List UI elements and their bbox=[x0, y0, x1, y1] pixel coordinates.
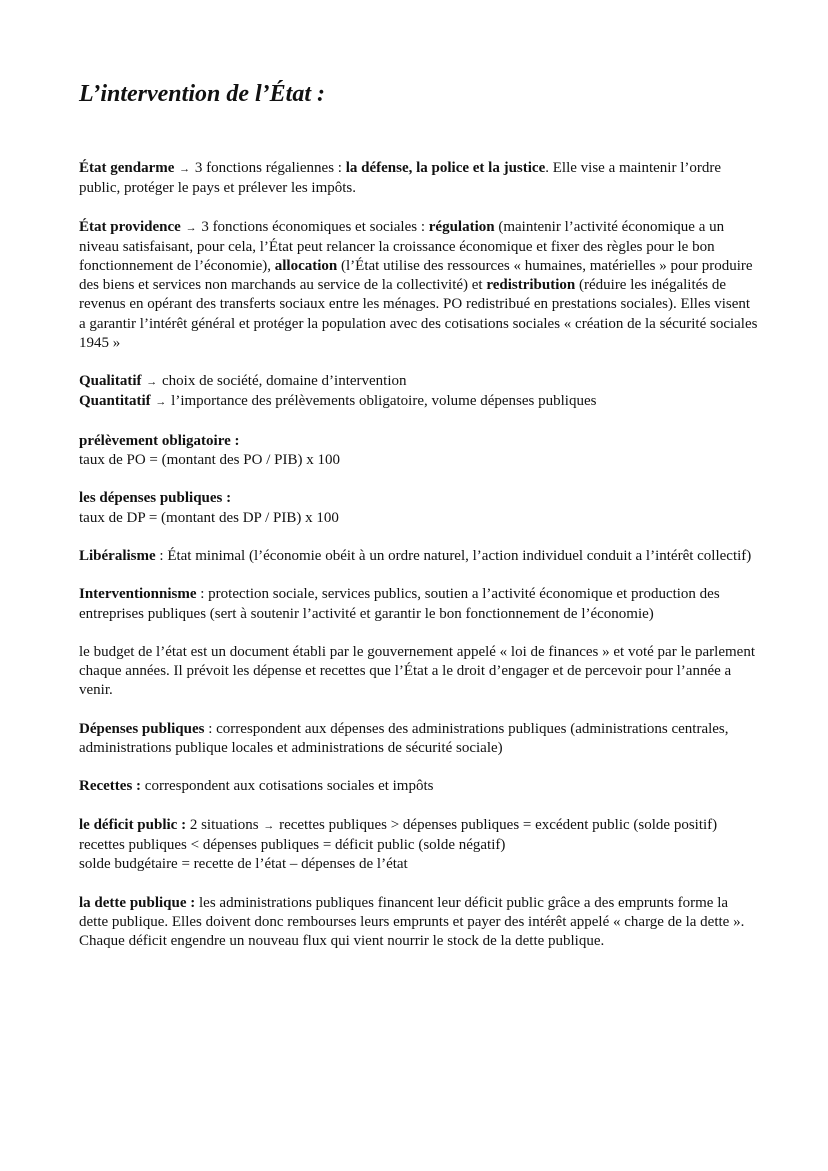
quantitatif-text: l’importance des prélèvements obligatoire, volume dépenses publiques bbox=[167, 393, 597, 410]
depenses-term: Dépenses publiques bbox=[79, 720, 205, 737]
depenses-formula: taux de DP = (montant des DP / PIB) x 100 bbox=[79, 509, 339, 526]
redistribution-term: redistribution bbox=[486, 277, 576, 294]
depenses-publiques-term: les dépenses publiques : bbox=[79, 490, 232, 507]
recettes-text: correspondent aux cotisations sociales et impôts bbox=[141, 778, 434, 795]
liberalisme-text: : État minimal (l’économie obéit à un ordre naturel, l’action individuel conduit a l’intérêt collectif) bbox=[155, 547, 752, 564]
deficit-text-2: recettes publiques > dépenses publiques = excédent public (solde positif) bbox=[275, 816, 718, 833]
depenses-formula-block bbox=[79, 489, 759, 527]
prelevement-formula: taux de PO = (montant des PO / PIB) x 100 bbox=[79, 452, 340, 468]
right-arrow-icon: → bbox=[185, 221, 197, 234]
deficit-line-2: recettes publiques < dépenses publiques = déficit public (solde négatif) bbox=[79, 836, 506, 853]
dette-text: les administrations publiques financent leur déficit public grâce a des emprunts forme la dette publique. Elles doivent donc rembourses leurs emprunts et payer des intérêt appelé « charge de la dette ». Chaque déficit engendre un nouveau flux qui vient nourrir le stock de la dette publique. bbox=[79, 894, 745, 949]
dette-paragraph bbox=[79, 894, 759, 952]
etat-providence-text: 3 fonctions économiques et sociales : bbox=[197, 218, 429, 235]
quantitatif-term: Quantitatif bbox=[79, 393, 151, 410]
allocation-term: allocation bbox=[274, 258, 338, 274]
qualitatif-line bbox=[79, 372, 759, 392]
allocation-text: (l’État utilise des ressources « humaines, matérielles » pour produire des biens et services non marchands au service de la collectivité) et bbox=[79, 258, 753, 294]
etat-gendarme-text-end: . Elle vise a maintenir l’ordre public, protéger le pays et prélever les impôts. bbox=[79, 160, 722, 197]
right-arrow-icon: → bbox=[179, 163, 191, 175]
etat-gendarme-term: État gendarme bbox=[79, 160, 175, 176]
page-title: L’intervention de l’État : bbox=[79, 81, 325, 107]
etat-providence-paragraph bbox=[79, 218, 759, 353]
recettes-paragraph bbox=[79, 777, 759, 796]
budget-paragraph: le budget de l’état est un document établi par le gouvernement appelé « loi de finances » et voté par le parlement chaque années. Il prévoit les dépense et recettes que l’État a le droit d’engager et de percevoir pour l’année a venir. bbox=[79, 643, 755, 699]
dette-term: la dette publique : bbox=[79, 894, 196, 911]
regulation-term: régulation bbox=[428, 218, 495, 235]
deficit-term: le déficit public : bbox=[79, 816, 187, 833]
right-arrow-icon: → bbox=[263, 819, 275, 832]
interventionnisme-paragraph bbox=[79, 585, 759, 623]
liberalisme-term: Libéralisme bbox=[79, 547, 156, 564]
regulation-text: (maintenir l’activité économique a un niveau satisfaisant, pour cela, l’État peut relancer la croissance économique et fixer des règles pour le bon fonctionnement de l’économie), bbox=[79, 218, 725, 274]
qualitatif-text: choix de société, domaine d’intervention bbox=[158, 373, 407, 390]
interventionnisme-term: Interventionnisme bbox=[79, 586, 197, 603]
deficit-line-3: solde budgétaire = recette de l’état – dépenses de l’état bbox=[79, 856, 408, 873]
deficit-line-1 bbox=[79, 816, 759, 836]
etat-gendarme-functions: la défense, la police et la justice bbox=[345, 160, 546, 176]
depenses-text: : correspondent aux dépenses des administrations publiques (administrations centrales, administrations publique locales et administrations de sécurité sociale) bbox=[79, 720, 729, 756]
qualitatif-term: Qualitatif bbox=[79, 373, 142, 390]
prelevement-block bbox=[79, 432, 759, 470]
qualitatif-quantitatif-block bbox=[79, 372, 759, 412]
etat-gendarme-text: 3 fonctions régaliennes : bbox=[191, 160, 346, 176]
deficit-text: 2 situations bbox=[186, 816, 263, 833]
deficit-block bbox=[79, 816, 759, 875]
right-arrow-icon: → bbox=[155, 396, 167, 409]
interventionnisme-text: : protection sociale, services publics, soutien a l’activité économique et production des entreprises publiques (sert à soutenir l’activité et garantir le bon fonctionnement de l’économie) bbox=[79, 586, 720, 622]
prelevement-term: prélèvement obligatoire : bbox=[79, 432, 240, 449]
redistribution-text: (réduire les inégalités de revenus en opérant des transferts sociaux entre les ménages. PO redistribué en prestations sociales). Elles visent a garantir l’intérêt général et protéger la population avec des cotisations sociales « création de la sécurité sociales 1945 » bbox=[79, 277, 758, 351]
etat-providence-term: État providence bbox=[79, 218, 181, 235]
recettes-term: Recettes : bbox=[79, 778, 142, 795]
quantitatif-line bbox=[79, 392, 759, 412]
depenses-paragraph bbox=[79, 720, 759, 758]
right-arrow-icon: → bbox=[146, 376, 158, 389]
liberalisme-paragraph bbox=[79, 547, 759, 566]
document-page bbox=[79, 76, 759, 970]
etat-gendarme-paragraph bbox=[79, 159, 759, 198]
